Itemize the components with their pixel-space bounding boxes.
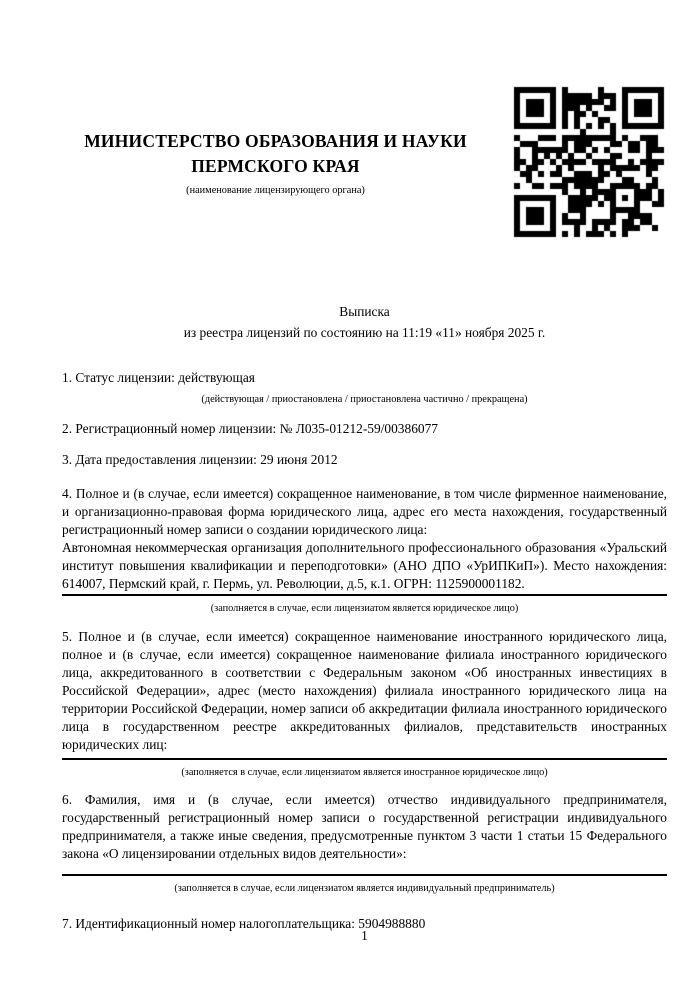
legal-entity-fill-line [62, 594, 667, 596]
legal-entity-value: Автономная некоммерческая организация дополнительного профессионального образования «Уральский институт повышения квалификации и переподготовки» (АНО ДПО «УрИПКиП»). Место нахождения: 614007, Пермский край, г. Пермь, ул. Революции, д.5, к.1. ОГРН: 1125900001182. [62, 540, 667, 591]
registration-number-text: 2. Регистрационный номер лицензии: № Л035-01212-59/00386077 [62, 421, 438, 436]
legal-entity-intro: 4. Полное и (в случае, если имеется) сокращенное наименование, в том числе фирменное наименование, и организационно-правовая форма юридического лица, адрес его места нахождения, государственный регистрационный номер записи о создании юридического лица: [62, 486, 667, 537]
qr-code [511, 84, 667, 242]
document-header [62, 83, 667, 243]
individual-entrepreneur-fill-line [62, 874, 667, 876]
taxpayer-id-text: 7. Идентификационный номер налогоплательщика: 5904988880 [62, 916, 426, 931]
item-registration-number [62, 420, 667, 438]
ministry-caption: (наименование лицензирующего органа) [186, 185, 365, 196]
page-number: 1 [361, 928, 368, 943]
item-legal-entity [62, 485, 667, 615]
foreign-entity-intro: 5. Полное и (в случае, если имеется) сокращенное наименование иностранного юридического лица, полное и (в случае, если имеется) сокращенное наименование филиала иностранного юридического лица, аккредитованного в соответствии с Федеральным законом «Об иностранных инвестициях в Российской Федерации», адрес (место нахождения) филиала иностранного юридического лица на территории Российской Федерации, номер записи об аккредитации филиала иностранного юридического лица в государственном реестре аккредитованных филиалов, представительств иностранных юридических лиц: [62, 629, 667, 752]
title-line1: Выписка [339, 304, 390, 319]
license-status-text: 1. Статус лицензии: действующая [62, 370, 255, 385]
license-status-caption: (действующая / приостановлена / приостановлена частично / прекращена) [201, 394, 528, 405]
item-license-grant-date [62, 451, 667, 469]
ministry-name-line2: ПЕРМСКОГО КРАЯ [191, 156, 360, 176]
foreign-entity-caption: (заполняется в случае, если лицензиатом является иностранное юридическое лицо) [181, 767, 548, 778]
item-foreign-entity [62, 628, 667, 779]
individual-entrepreneur-caption: (заполняется в случае, если лицензиатом является индивидуальный предприниматель) [174, 883, 555, 894]
individual-entrepreneur-intro: 6. Фамилия, имя и (в случае, если имеется) отчество индивидуального предпринимателя, государственный регистрационный номер записи о государственной регистрации индивидуального предпринимателя, а также иные сведения, предусмотренные пунктом 3 части 1 статьи 15 Федерального закона «О лицензировании отдельных видов деятельности»: [62, 792, 667, 861]
document-title [62, 301, 667, 343]
item-individual-entrepreneur [62, 791, 667, 895]
ministry-name-line1: МИНИСТЕРСТВО ОБРАЗОВАНИЯ И НАУКИ [84, 131, 467, 151]
licensing-authority [62, 129, 511, 197]
item-license-status [62, 369, 667, 406]
title-line2: из реестра лицензий по состоянию на 11:19 «11» ноября 2025 г. [183, 325, 546, 340]
foreign-entity-fill-line [62, 758, 667, 760]
license-grant-date-text: 3. Дата предоставления лицензии: 29 июня 2012 [62, 452, 338, 467]
legal-entity-caption: (заполняется в случае, если лицензиатом является юридическое лицо) [210, 603, 519, 614]
